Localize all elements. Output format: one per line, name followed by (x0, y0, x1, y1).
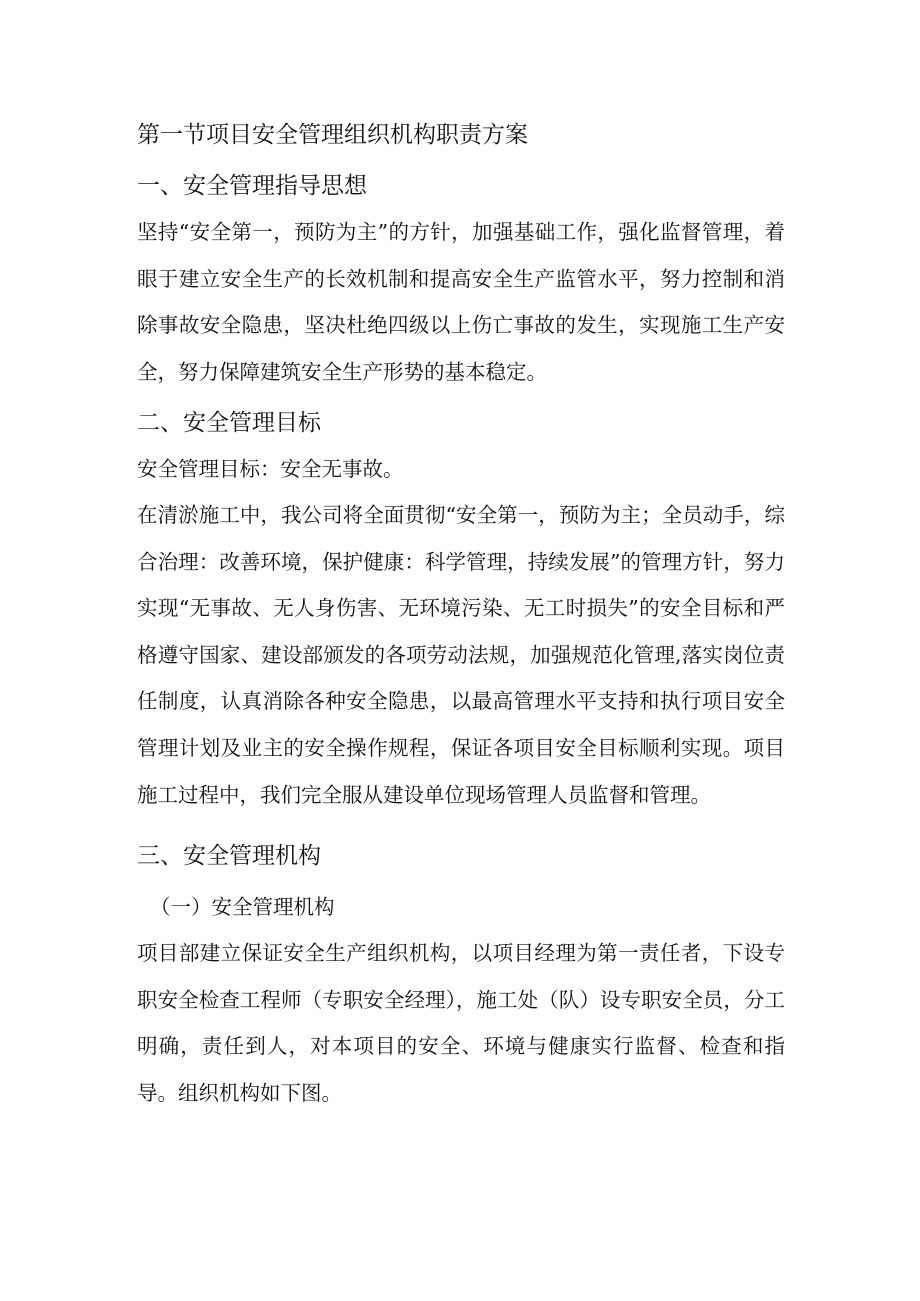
section-heading-safety-goal: 二、安全管理目标 (137, 410, 321, 436)
section-heading-guiding-principle: 一、安全管理指导思想 (137, 173, 367, 199)
paragraph-guiding-principle: 坚持“安全第一，预防为主”的方针，加强基础工作，强化监督管理，着眼于建立安全生产的长效机制和提高安全生产监管水平，努力控制和消除事故安全隐患，坚决杜绝四级以上伤亡事故的发生，实现施工生产安全，努力保障建筑安全生产形势的基本稳定。 (137, 220, 785, 384)
subheading-safety-organization: （一）安全管理机构 (150, 895, 335, 919)
paragraph-safety-organization: 项目部建立保证安全生产组织机构，以项目经理为第一责任者，下设专职安全检查工程师（专职安全经理），施工处（队）设专职安全员，分工明确，责任到人，对本项目的安全、环境与健康实行监督、检查和指导。组织机构如下图。 (137, 941, 785, 1105)
document-title: 第一节项目安全管理组织机构职责方案 (137, 122, 528, 148)
paragraph-safety-goal-detail: 在清淤施工中，我公司将全面贯彻“安全第一，预防为主；全员动手，综合治理：改善环境，保护健康：科学管理，持续发展”的管理方针，努力实现“无事故、无人身伤害、无环境污染、无工时损失”的安全目标和严格遵守国家、建设部颁发的各项劳动法规，加强规范化管理,落实岗位责任制度，认真消除各种安全隐患，以最高管理水平支持和执行项目安全管理计划及业主的安全操作规程，保证各项目安全目标顺利实现。项目施工过程中，我们完全服从建设单位现场管理人员监督和管理。 (137, 503, 785, 807)
paragraph-safety-goal-statement: 安全管理目标：安全无事故。 (137, 457, 404, 481)
section-heading-safety-organization: 三、安全管理机构 (137, 843, 321, 869)
